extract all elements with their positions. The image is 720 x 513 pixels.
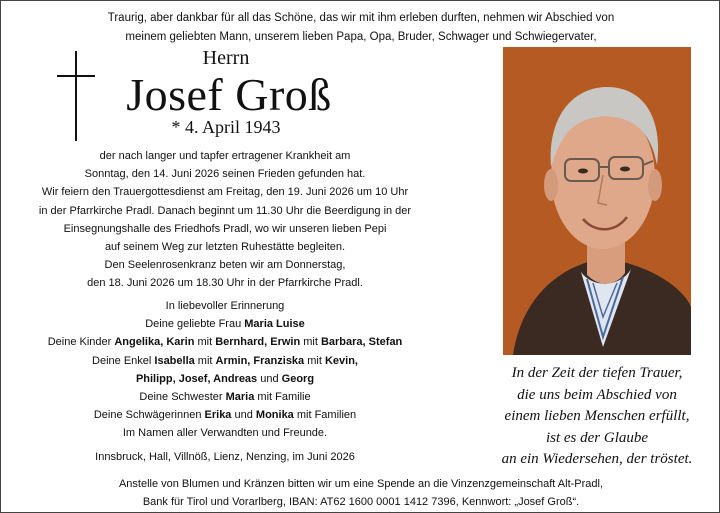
place-and-date: Innsbruck, Hall, Villnöß, Lienz, Nenzing, im Juni 2026: [95, 451, 355, 463]
salutation: Herrn: [202, 47, 250, 69]
family-line: In liebevoller Erinnerung: [165, 300, 285, 312]
announcement-line: Wir feiern den Trauergottesdienst am Freitag, den 19. Juni 2026 um 10 Uhr: [41, 186, 409, 199]
cross-icon: [57, 51, 97, 141]
intro-line: meinem geliebten Mann, unserem lieben Papa, Opa, Bruder, Schwager und Schwiegervater,: [125, 31, 597, 43]
quote-line: an ein Wiedersehen, der tröstet.: [501, 451, 693, 467]
announcement-line: den 18. Juni 2026 um 18.30 Uhr in der Pfarrkirche Pradl.: [87, 277, 363, 290]
donation-note: [1, 475, 720, 511]
announcement-line: der nach langer und tapfer ertragener Krankheit am: [99, 150, 351, 162]
family-line: Deine Schwester Maria mit Familie: [139, 391, 311, 404]
family-line: Deine geliebte Frau Maria Luise: [145, 318, 305, 331]
announcement-line: Den Seelenrosenkranz beten wir am Donnerstag,: [104, 259, 346, 272]
family-line: Philipp, Josef, Andreas und Georg: [135, 372, 315, 385]
announcement-text: [1, 147, 449, 293]
intro-line: Traurig, aber dankbar für all das Schöne, das wir mit ihm erleben durften, nehmen wir Abschied von: [107, 12, 615, 24]
family-line: Deine Enkel Isabella mit Armin, Franziska mit Kevin,: [92, 354, 358, 367]
family-line: Deine Schwägerinnen Erika und Monika mit Familien: [93, 409, 357, 422]
quote-line: In der Zeit der tiefen Trauer,: [511, 365, 683, 381]
intro-text: [1, 9, 720, 47]
family-line: Im Namen aller Verwandten und Freunde.: [122, 427, 328, 440]
quote-line: die uns beim Abschied von: [517, 386, 677, 403]
deceased-name: Josef Groß: [126, 69, 332, 120]
portrait-photo: [503, 47, 691, 355]
birth-date: * 4. April 1943: [171, 117, 281, 137]
donation-line: Anstelle von Blumen und Kränzen bitten wir um eine Spende an die Vinzenzgemeinschaft Alt-Pradl,: [118, 478, 604, 490]
quote: [493, 363, 701, 471]
announcement-line: auf seinem Weg zur letzten Ruhestätte begleiten.: [104, 241, 346, 254]
announcement-line: Sonntag, den 14. Juni 2026 seinen Frieden gefunden hat.: [84, 168, 366, 181]
family-line: Deine Kinder Angelika, Karin mit Bernhard, Erwin mit Barbara, Stefan: [47, 336, 403, 349]
portrait-illustration: [503, 47, 691, 355]
announcement-line: in der Pfarrkirche Pradl. Danach beginnt um 11.30 Uhr die Beerdigung in der: [38, 204, 412, 217]
donation-line: Bank für Tirol und Vorarlberg, IBAN: AT62 1600 0001 1412 7396, Kennwort: „Josef Groß“.: [142, 496, 580, 508]
quote-line: ist es der Glaube: [545, 429, 649, 446]
quote-line: einem lieben Menschen erfüllt,: [504, 408, 690, 424]
family-list: [1, 297, 449, 443]
announcement-line: Einsegnungshalle des Friedhofs Pradl, wo wir unseren lieben Pepi: [63, 222, 387, 235]
